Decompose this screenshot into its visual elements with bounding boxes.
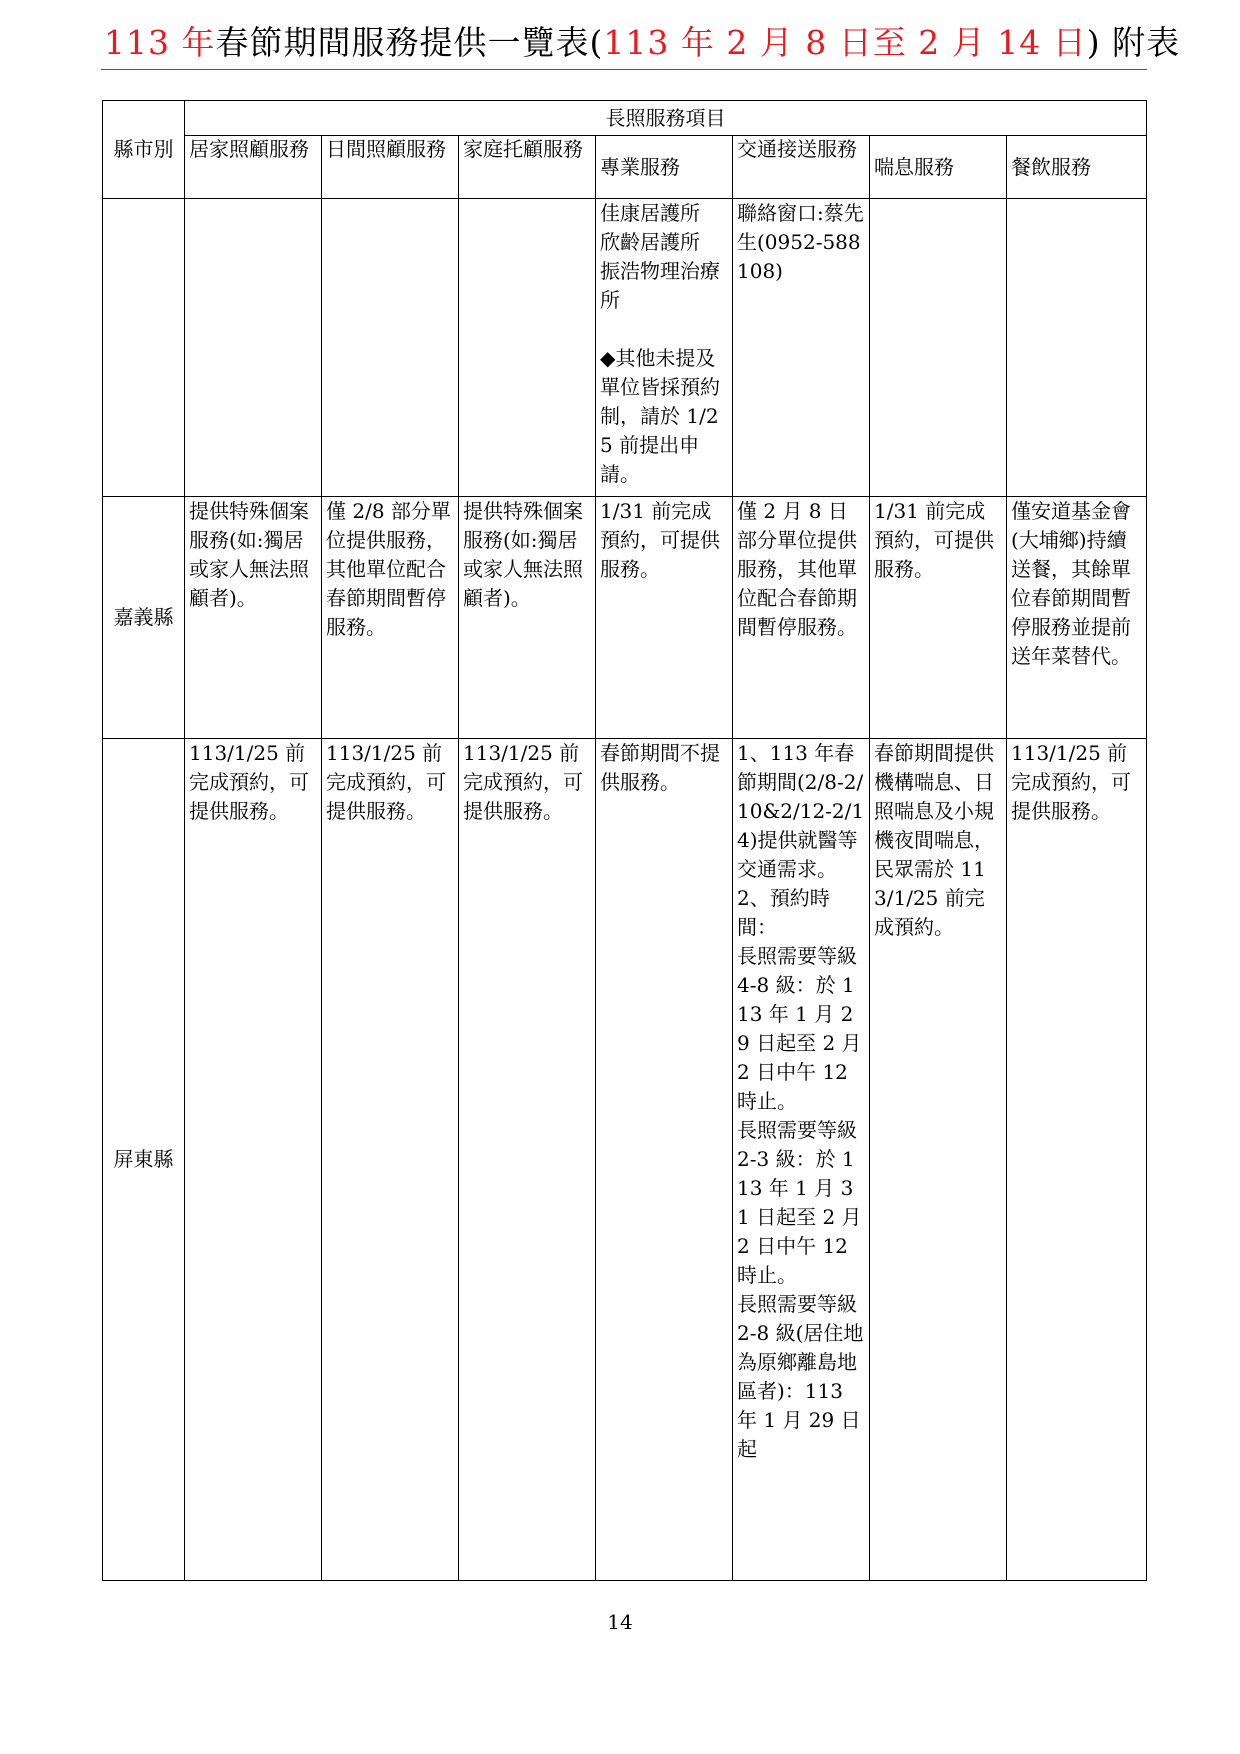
column-header-day-care: 日間照顧服務 — [322, 136, 459, 199]
county-cell: 屏東縣 — [103, 739, 185, 1581]
column-header-professional: 專業服務 — [596, 136, 733, 199]
cell-meals: 113/1/25 前完成預約，可提供服務。 — [1007, 739, 1147, 1581]
page-number: 14 — [607, 1610, 633, 1634]
title-suffix: ) 附表 — [1086, 23, 1181, 62]
header-row-columns — [103, 136, 1147, 199]
cell-home-care — [185, 199, 322, 497]
column-header-family-care: 家庭托顧服務 — [459, 136, 596, 199]
table-row — [103, 739, 1147, 1581]
table-row — [103, 497, 1147, 739]
cell-professional: 1/31 前完成預約，可提供服務。 — [596, 497, 733, 739]
cell-transport: 1、113 年春節期間(2/8-2/10&2/12-2/14)提供就醫等交通需求。 2、預約時間： 長照需要等級 4-8 級：於 113 年 1 月 29 日起至 2 月 2 日中午 12 時止。 長照需要等級 2-3 級：於 113 年 1 月 31 日起至 2 月 2 日中午 12 時止。 長照需要等級 2-8 級(居住地為原鄉離島地區者)：113 年 1 月 29 日起 — [733, 739, 870, 1581]
cell-professional: 春節期間不提供服務。 — [596, 739, 733, 1581]
group-header: 長照服務項目 — [185, 101, 1147, 136]
cell-family-care: 113/1/25 前完成預約，可提供服務。 — [459, 739, 596, 1581]
column-header-meals: 餐飲服務 — [1007, 136, 1147, 199]
header-row-group — [103, 101, 1147, 136]
title-date-range: 113 年 2 月 8 日至 2 月 14 日 — [603, 23, 1087, 62]
cell-day-care: 113/1/25 前完成預約，可提供服務。 — [322, 739, 459, 1581]
column-header-respite: 喘息服務 — [870, 136, 1007, 199]
county-header: 縣市別 — [103, 101, 185, 199]
cell-home-care: 113/1/25 前完成預約，可提供服務。 — [185, 739, 322, 1581]
cell-meals: 僅安道基金會(大埔鄉)持續送餐，其餘單位春節期間暫停服務並提前送年菜替代。 — [1007, 497, 1147, 739]
title-main: 春節期間服務提供一覽表( — [215, 23, 604, 62]
cell-family-care: 提供特殊個案服務(如:獨居或家人無法照顧者)。 — [459, 497, 596, 739]
cell-professional: 佳康居護所 欣齡居護所 振浩物理治療所 ◆其他未提及單位皆採預約制，請於 1/25 前提出申請。 — [596, 199, 733, 497]
title-year: 113 年 — [104, 23, 216, 62]
cell-home-care: 提供特殊個案服務(如:獨居或家人無法照顧者)。 — [185, 497, 322, 739]
column-header-home-care: 居家照顧服務 — [185, 136, 322, 199]
cell-respite — [870, 199, 1007, 497]
cell-transport: 聯絡窗口:蔡先生(0952-588108) — [733, 199, 870, 497]
service-table — [102, 100, 1147, 1581]
column-header-transport: 交通接送服務 — [733, 136, 870, 199]
document-title — [104, 18, 1181, 68]
county-cell — [103, 199, 185, 497]
cell-day-care: 僅 2/8 部分單位提供服務，其他單位配合春節期間暫停服務。 — [322, 497, 459, 739]
cell-respite: 1/31 前完成預約，可提供服務。 — [870, 497, 1007, 739]
cell-respite: 春節期間提供機構喘息、日照喘息及小規機夜間喘息，民眾需於 113/1/25 前完成預約。 — [870, 739, 1007, 1581]
county-cell: 嘉義縣 — [103, 497, 185, 739]
cell-transport: 僅 2 月 8 日部分單位提供服務，其他單位配合春節期間暫停服務。 — [733, 497, 870, 739]
table-row — [103, 199, 1147, 497]
title-underline — [101, 69, 1147, 70]
cell-day-care — [322, 199, 459, 497]
cell-family-care — [459, 199, 596, 497]
cell-meals — [1007, 199, 1147, 497]
